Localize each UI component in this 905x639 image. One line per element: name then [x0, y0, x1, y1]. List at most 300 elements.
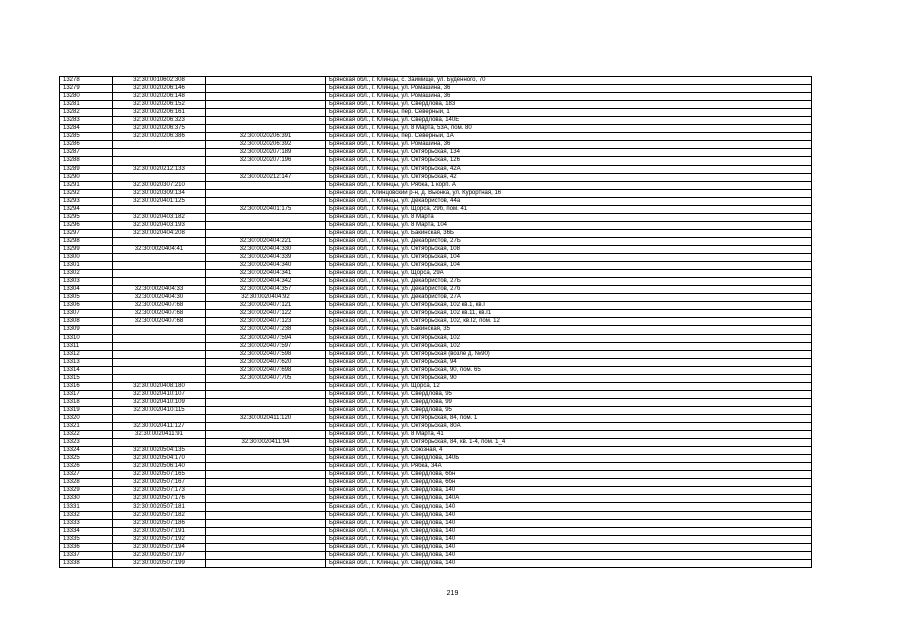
- related-cadastral-number-cell: 32:30:0020404:339: [206, 254, 326, 262]
- table-row: [60, 237, 812, 245]
- row-number-cell: 13279: [60, 85, 113, 93]
- row-number-cell: 13321: [60, 423, 113, 431]
- row-number-cell: 13285: [60, 133, 113, 141]
- address-cell: Брянская обл., г. Клинцы, ул. Октябрьская (возле д. №90): [326, 350, 812, 358]
- row-number-cell: 13326: [60, 463, 113, 471]
- table-row: [60, 109, 812, 117]
- cadastral-number-cell: [113, 366, 206, 374]
- address-cell: Брянская обл., г. Клинцы, ул. Свердлова, 140: [326, 543, 812, 551]
- address-cell: Брянская обл., г. Клинцы, ул. Щорса, 29А: [326, 270, 812, 278]
- table-row: [60, 254, 812, 262]
- cadastral-number-cell: 32:30:0020504:170: [113, 455, 206, 463]
- row-number-cell: 13286: [60, 141, 113, 149]
- related-cadastral-number-cell: 32:30:0020407:620: [206, 358, 326, 366]
- cadastral-number-cell: [113, 358, 206, 366]
- row-number-cell: 13306: [60, 302, 113, 310]
- related-cadastral-number-cell: [206, 527, 326, 535]
- address-cell: Брянская обл., г. Клинцы, ул. Октябрьская, 42А: [326, 165, 812, 173]
- related-cadastral-number-cell: [206, 543, 326, 551]
- cadastral-number-cell: 32:30:0020404:41: [113, 245, 206, 253]
- address-cell: Брянская обл., г. Клинцы, ул. Свердлова, 183: [326, 101, 812, 109]
- cadastral-number-cell: 32:30:0020206:386: [113, 133, 206, 141]
- row-number-cell: 13304: [60, 286, 113, 294]
- row-number-cell: 13329: [60, 487, 113, 495]
- row-number-cell: 13292: [60, 189, 113, 197]
- table-row: [60, 366, 812, 374]
- address-cell: Брянская обл., г. Клинцы, пер. Северный, 1А: [326, 133, 812, 141]
- table-row: [60, 117, 812, 125]
- row-number-cell: 13278: [60, 77, 113, 85]
- cadastral-number-cell: 32:30:0020403:193: [113, 221, 206, 229]
- table-row: [60, 189, 812, 197]
- row-number-cell: 13325: [60, 455, 113, 463]
- row-number-cell: 13302: [60, 270, 113, 278]
- table-row: [60, 221, 812, 229]
- table-row: [60, 495, 812, 503]
- cadastral-number-cell: [113, 173, 206, 181]
- address-cell: Брянская обл., г. Клинцы, ул. Свердлова, 95: [326, 406, 812, 414]
- cadastral-number-cell: [113, 326, 206, 334]
- row-number-cell: 13296: [60, 221, 113, 229]
- address-cell: Брянская обл., г. Клинцы, ул. Октябрьская, 84, кв. 1-4, пом. 1_4: [326, 439, 812, 447]
- cadastral-number-cell: [113, 414, 206, 422]
- row-number-cell: 13309: [60, 326, 113, 334]
- address-cell: Брянская обл., г. Клинцы, ул. Свердлова, 6бн: [326, 479, 812, 487]
- related-cadastral-number-cell: 32:30:0020404:341: [206, 270, 326, 278]
- table-row: [60, 149, 812, 157]
- related-cadastral-number-cell: 32:30:0020401:175: [206, 205, 326, 213]
- cadastral-number-cell: [113, 149, 206, 157]
- table-row: [60, 487, 812, 495]
- address-cell: Брянская обл., г. Клинцы, ул. 8 Марта, 41: [326, 431, 812, 439]
- related-cadastral-number-cell: 32:30:0020404:92: [206, 294, 326, 302]
- related-cadastral-number-cell: 32:30:0020407:598: [206, 350, 326, 358]
- table-row: [60, 77, 812, 85]
- table-row: [60, 294, 812, 302]
- table-row: [60, 318, 812, 326]
- cadastral-number-cell: 32:30:0020410:115: [113, 406, 206, 414]
- related-cadastral-number-cell: [206, 447, 326, 455]
- cadastral-number-cell: 32:30:0020410:109: [113, 398, 206, 406]
- row-number-cell: 13298: [60, 237, 113, 245]
- cadastral-number-cell: 32:30:0020507:165: [113, 471, 206, 479]
- address-cell: Брянская обл., г. Клинцы, ул. Свердлова, 140: [326, 559, 812, 567]
- cadastral-number-cell: 32:30:0020206:148: [113, 93, 206, 101]
- related-cadastral-number-cell: [206, 229, 326, 237]
- related-cadastral-number-cell: 32:30:0020407:705: [206, 374, 326, 382]
- table-row: [60, 197, 812, 205]
- related-cadastral-number-cell: [206, 511, 326, 519]
- related-cadastral-number-cell: 32:30:0020407:238: [206, 326, 326, 334]
- cadastral-number-cell: 32:30:0020507:186: [113, 519, 206, 527]
- row-number-cell: 13323: [60, 439, 113, 447]
- row-number-cell: 13322: [60, 431, 113, 439]
- table-row: [60, 270, 812, 278]
- table-row: [60, 455, 812, 463]
- cadastral-number-cell: 32:30:0020506:140: [113, 463, 206, 471]
- address-cell: Брянская обл., г. Клинцы, ул. Октябрьская, 80А: [326, 423, 812, 431]
- table-row: [60, 439, 812, 447]
- related-cadastral-number-cell: [206, 503, 326, 511]
- address-cell: Брянская обл., г. Клинцы, ул. Свердлова, 95: [326, 390, 812, 398]
- table-row: [60, 213, 812, 221]
- table-row: [60, 245, 812, 253]
- address-cell: Брянская обл., г. Клинцы, ул. Октябрьская, 108: [326, 245, 812, 253]
- cadastral-number-cell: 32:30:0020507:167: [113, 479, 206, 487]
- row-number-cell: 13318: [60, 398, 113, 406]
- address-cell: Брянская обл., г. Клинцы, ул. Рябка, 1 корп. А: [326, 181, 812, 189]
- related-cadastral-number-cell: [206, 479, 326, 487]
- related-cadastral-number-cell: [206, 519, 326, 527]
- table-row: [60, 310, 812, 318]
- row-number-cell: 13303: [60, 278, 113, 286]
- table-row: [60, 519, 812, 527]
- related-cadastral-number-cell: [206, 93, 326, 101]
- cadastral-number-cell: [113, 342, 206, 350]
- cadastral-number-cell: [113, 278, 206, 286]
- row-number-cell: 13327: [60, 471, 113, 479]
- related-cadastral-number-cell: [206, 406, 326, 414]
- row-number-cell: 13293: [60, 197, 113, 205]
- row-number-cell: 13333: [60, 519, 113, 527]
- row-number-cell: 13294: [60, 205, 113, 213]
- table-row: [60, 125, 812, 133]
- address-cell: Брянская обл., г. Клинцы, ул. Октябрьская, 90: [326, 374, 812, 382]
- table-row: [60, 181, 812, 189]
- related-cadastral-number-cell: [206, 165, 326, 173]
- address-cell: Брянская обл., г. Клинцы, ул. Свердлова, 140: [326, 487, 812, 495]
- row-number-cell: 13319: [60, 406, 113, 414]
- table-row: [60, 205, 812, 213]
- row-number-cell: 13288: [60, 157, 113, 165]
- table-row: [60, 535, 812, 543]
- row-number-cell: 13320: [60, 414, 113, 422]
- related-cadastral-number-cell: 32:30:0020407:123: [206, 318, 326, 326]
- address-cell: Брянская обл., г. Клинцы, ул. Щорса, 12: [326, 382, 812, 390]
- row-number-cell: 13299: [60, 245, 113, 253]
- related-cadastral-number-cell: [206, 117, 326, 125]
- related-cadastral-number-cell: [206, 125, 326, 133]
- address-cell: Брянская обл., г. Клинцы, ул. Октябрьская, 102: [326, 334, 812, 342]
- table-row: [60, 350, 812, 358]
- table-row: [60, 101, 812, 109]
- related-cadastral-number-cell: [206, 471, 326, 479]
- related-cadastral-number-cell: 32:30:0020407:597: [206, 342, 326, 350]
- address-cell: Брянская обл., г. Клинцы, ул. Ромашина, 36: [326, 141, 812, 149]
- row-number-cell: 13310: [60, 334, 113, 342]
- related-cadastral-number-cell: [206, 423, 326, 431]
- row-number-cell: 13315: [60, 374, 113, 382]
- row-number-cell: 13312: [60, 350, 113, 358]
- cadastral-number-cell: 32:30:0020401:125: [113, 197, 206, 205]
- related-cadastral-number-cell: 32:30:0020404:357: [206, 286, 326, 294]
- cadastral-number-cell: 32:30:0010602:308: [113, 77, 206, 85]
- address-cell: Брянская обл., г. Клинцы, ул. Декабристов, 27А: [326, 294, 812, 302]
- cadastral-number-cell: 32:30:0020507:173: [113, 487, 206, 495]
- cadastral-number-cell: 32:30:0020407:68: [113, 302, 206, 310]
- table-row: [60, 543, 812, 551]
- cadastral-number-cell: 32:30:0020507:182: [113, 511, 206, 519]
- cadastral-number-cell: 32:30:0020504:135: [113, 447, 206, 455]
- address-cell: Брянская обл., г. Клинцы, ул. Щорса, 29б, пом. 41: [326, 205, 812, 213]
- cadastral-number-cell: [113, 374, 206, 382]
- row-number-cell: 13334: [60, 527, 113, 535]
- cadastral-number-cell: 32:30:0020411:91: [113, 431, 206, 439]
- related-cadastral-number-cell: 32:30:0020404:340: [206, 262, 326, 270]
- table-row: [60, 133, 812, 141]
- related-cadastral-number-cell: [206, 463, 326, 471]
- cadastral-number-cell: 32:30:0020404:208: [113, 229, 206, 237]
- cadastral-number-cell: 32:30:0020408:180: [113, 382, 206, 390]
- table-row: [60, 165, 812, 173]
- address-cell: Брянская обл., г. Клинцы, ул. Ромашина, 36: [326, 85, 812, 93]
- related-cadastral-number-cell: 32:30:0020407:122: [206, 310, 326, 318]
- row-number-cell: 13297: [60, 229, 113, 237]
- address-cell: Брянская обл., г. Клинцы, ул. Свердлова, 140Б: [326, 455, 812, 463]
- row-number-cell: 13291: [60, 181, 113, 189]
- address-cell: Брянская обл., г. Клинцы, ул. 8 Марта: [326, 213, 812, 221]
- address-cell: Брянская обл., г. Клинцы, ул. Декабристов, 27б: [326, 286, 812, 294]
- table-row: [60, 286, 812, 294]
- cadastral-number-cell: [113, 141, 206, 149]
- cadastral-number-cell: 32:30:0020404:33: [113, 286, 206, 294]
- related-cadastral-number-cell: 32:30:0020407:594: [206, 334, 326, 342]
- related-cadastral-number-cell: [206, 390, 326, 398]
- related-cadastral-number-cell: 32:30:0020411:120: [206, 414, 326, 422]
- address-cell: Брянская обл., г. Клинцы, ул. Свердлова, 140: [326, 535, 812, 543]
- related-cadastral-number-cell: [206, 85, 326, 93]
- row-number-cell: 13317: [60, 390, 113, 398]
- row-number-cell: 13328: [60, 479, 113, 487]
- row-number-cell: 13313: [60, 358, 113, 366]
- related-cadastral-number-cell: 32:30:0020404:330: [206, 245, 326, 253]
- related-cadastral-number-cell: [206, 213, 326, 221]
- row-number-cell: 13311: [60, 342, 113, 350]
- table-row: [60, 551, 812, 559]
- row-number-cell: 13305: [60, 294, 113, 302]
- cadastral-number-cell: 32:30:0020507:176: [113, 495, 206, 503]
- related-cadastral-number-cell: [206, 181, 326, 189]
- row-number-cell: 13316: [60, 382, 113, 390]
- address-cell: Брянская обл., г. Клинцы, с. Займище, ул. Буденного, 70: [326, 77, 812, 85]
- related-cadastral-number-cell: 32:30:0020206:392: [206, 141, 326, 149]
- cadastral-number-cell: [113, 350, 206, 358]
- table-row: [60, 278, 812, 286]
- address-cell: Брянская обл., г. Клинцы, ул. Ромашина, 36: [326, 93, 812, 101]
- address-cell: Брянская обл., г. Клинцы, ул. Октябрьская, 104: [326, 262, 812, 270]
- table-row: [60, 358, 812, 366]
- cadastral-number-cell: [113, 157, 206, 165]
- cadastral-number-cell: 32:30:0020403:182: [113, 213, 206, 221]
- cadastral-number-cell: 32:30:0020407:68: [113, 318, 206, 326]
- cadastral-number-cell: [113, 270, 206, 278]
- address-cell: Брянская обл., г. Клинцы, ул. Свердлова, 140: [326, 519, 812, 527]
- address-cell: Брянская обл., г. Клинцы, ул. 8 Марта, 53А, пом. 80: [326, 125, 812, 133]
- cadastral-number-cell: [113, 254, 206, 262]
- row-number-cell: 13300: [60, 254, 113, 262]
- related-cadastral-number-cell: [206, 382, 326, 390]
- table-row: [60, 326, 812, 334]
- cadastral-number-cell: 32:30:0020309:134: [113, 189, 206, 197]
- cadastral-table: [59, 76, 812, 568]
- cadastral-number-cell: 32:30:0020507:191: [113, 527, 206, 535]
- row-number-cell: 13324: [60, 447, 113, 455]
- address-cell: Брянская обл., г. Клинцы, ул. Бакинская, 35: [326, 326, 812, 334]
- row-number-cell: 13284: [60, 125, 113, 133]
- row-number-cell: 13338: [60, 559, 113, 567]
- cadastral-number-cell: 32:30:0020411:127: [113, 423, 206, 431]
- row-number-cell: 13336: [60, 543, 113, 551]
- address-cell: Брянская обл., г. Клинцы, ул. Декабристов, 27Б: [326, 278, 812, 286]
- table-row: [60, 334, 812, 342]
- related-cadastral-number-cell: 32:30:0020207:189: [206, 149, 326, 157]
- row-number-cell: 13308: [60, 318, 113, 326]
- address-cell: Брянская обл., г. Клинцы, ул. Свердлова, 6бн: [326, 471, 812, 479]
- related-cadastral-number-cell: 32:30:0020206:391: [206, 133, 326, 141]
- row-number-cell: 13281: [60, 101, 113, 109]
- related-cadastral-number-cell: 32:30:0020404:221: [206, 237, 326, 245]
- address-cell: Брянская обл., г. Клинцы, ул. Свердлова, 140: [326, 551, 812, 559]
- related-cadastral-number-cell: [206, 535, 326, 543]
- table-row: [60, 390, 812, 398]
- address-cell: Брянская обл., г. Клинцы, ул. Октябрьская, 90, пом. 65: [326, 366, 812, 374]
- address-cell: Брянская обл., г. Клинцы, ул. Октябрьская, 126: [326, 157, 812, 165]
- cadastral-number-cell: [113, 439, 206, 447]
- row-number-cell: 13330: [60, 495, 113, 503]
- cadastral-number-cell: 32:30:0020206:161: [113, 109, 206, 117]
- cadastral-number-cell: [113, 262, 206, 270]
- table-row: [60, 414, 812, 422]
- page-number: 219: [446, 590, 459, 597]
- cadastral-number-cell: [113, 237, 206, 245]
- cadastral-number-cell: [113, 205, 206, 213]
- address-cell: Брянская обл., г. Клинцы, пер. Северный, 1: [326, 109, 812, 117]
- cadastral-number-cell: 32:30:0020507:181: [113, 503, 206, 511]
- address-cell: Брянская обл., г. Клинцы, ул. Октябрьская, 94: [326, 358, 812, 366]
- address-cell: Брянская обл., г. Клинцы, ул. Свердлова, 140Е: [326, 117, 812, 125]
- address-cell: Брянская обл., г. Клинцы, ул. Декабристов, 44а: [326, 197, 812, 205]
- related-cadastral-number-cell: 32:30:0020407:698: [206, 366, 326, 374]
- table-row: [60, 431, 812, 439]
- row-number-cell: 13332: [60, 511, 113, 519]
- related-cadastral-number-cell: [206, 101, 326, 109]
- related-cadastral-number-cell: [206, 551, 326, 559]
- address-cell: Брянская обл., г. Клинцы, ул. Свердлова, 99: [326, 398, 812, 406]
- related-cadastral-number-cell: [206, 189, 326, 197]
- row-number-cell: 13295: [60, 213, 113, 221]
- table-row: [60, 374, 812, 382]
- row-number-cell: 13314: [60, 366, 113, 374]
- cadastral-number-cell: 32:30:0020507:199: [113, 559, 206, 567]
- address-cell: Брянская обл., г. Клинцы, ул. Октябрьская, 102, кв.I2, пом. 12: [326, 318, 812, 326]
- row-number-cell: 13282: [60, 109, 113, 117]
- cadastral-number-cell: 32:30:0020507:197: [113, 551, 206, 559]
- address-cell: Брянская обл., г. Клинцы, ул. Октябрьская, 102: [326, 342, 812, 350]
- address-cell: Брянская обл., г. Клинцы, ул. Октябрьская, 104: [326, 254, 812, 262]
- table-row: [60, 157, 812, 165]
- related-cadastral-number-cell: [206, 455, 326, 463]
- table-body: [60, 77, 812, 568]
- cadastral-number-cell: [113, 334, 206, 342]
- table-row: [60, 262, 812, 270]
- table-row: [60, 406, 812, 414]
- cadastral-number-cell: 32:30:0020206:152: [113, 101, 206, 109]
- address-cell: Брянская обл., г. Клинцы, ул. Октябрьская, 42: [326, 173, 812, 181]
- address-cell: Брянская обл., г. Клинцы, ул. Октябрьская, 84, пом. 1: [326, 414, 812, 422]
- address-cell: Брянская обл., г. Клинцы, ул. Свердлова, 140: [326, 511, 812, 519]
- related-cadastral-number-cell: [206, 109, 326, 117]
- address-cell: Брянская обл., г. Клинцы, ул. Октябрьская, 102 кв.1, кв.I: [326, 302, 812, 310]
- related-cadastral-number-cell: [206, 487, 326, 495]
- related-cadastral-number-cell: 32:30:0020207:196: [206, 157, 326, 165]
- table-row: [60, 423, 812, 431]
- table-row: [60, 398, 812, 406]
- address-cell: Брянская обл., Клинцовский р-н, д. Вьюнка, ул. Курортная, 16: [326, 189, 812, 197]
- row-number-cell: 13289: [60, 165, 113, 173]
- related-cadastral-number-cell: 32:30:0020404:342: [206, 278, 326, 286]
- table-row: [60, 471, 812, 479]
- table-row: [60, 503, 812, 511]
- cadastral-number-cell: 32:30:0020206:323: [113, 117, 206, 125]
- address-cell: Брянская обл., г. Клинцы, ул. Октябрьская, 134: [326, 149, 812, 157]
- address-cell: Брянская обл., г. Клинцы, ул. Союзная, 4: [326, 447, 812, 455]
- table-row: [60, 382, 812, 390]
- related-cadastral-number-cell: 32:30:0020407:121: [206, 302, 326, 310]
- row-number-cell: 13280: [60, 93, 113, 101]
- table-row: [60, 93, 812, 101]
- cadastral-number-cell: 32:30:0020212:133: [113, 165, 206, 173]
- related-cadastral-number-cell: [206, 77, 326, 85]
- table-row: [60, 302, 812, 310]
- related-cadastral-number-cell: [206, 398, 326, 406]
- table-row: [60, 447, 812, 455]
- address-cell: Брянская обл., г. Клинцы, ул. Свердлова, 140А: [326, 495, 812, 503]
- row-number-cell: 13301: [60, 262, 113, 270]
- cadastral-number-cell: 32:30:0020507:194: [113, 543, 206, 551]
- table-row: [60, 559, 812, 567]
- row-number-cell: 13283: [60, 117, 113, 125]
- cadastral-number-cell: 32:30:0020507:192: [113, 535, 206, 543]
- address-cell: Брянская обл., г. Клинцы, ул. Декабристов, 27Б: [326, 237, 812, 245]
- address-cell: Брянская обл., г. Клинцы, ул. Бакинская, 36Б: [326, 229, 812, 237]
- row-number-cell: 13335: [60, 535, 113, 543]
- table-row: [60, 479, 812, 487]
- related-cadastral-number-cell: [206, 197, 326, 205]
- row-number-cell: 13337: [60, 551, 113, 559]
- cadastral-number-cell: 32:30:0020206:375: [113, 125, 206, 133]
- address-cell: Брянская обл., г. Клинцы, ул. Свердлова, 140: [326, 527, 812, 535]
- table-row: [60, 141, 812, 149]
- cadastral-number-cell: 32:30:0020410:107: [113, 390, 206, 398]
- address-cell: Брянская обл., г. Клинцы, ул. Октябрьская, 102 кв.11, кв.I1: [326, 310, 812, 318]
- row-number-cell: 13290: [60, 173, 113, 181]
- table-row: [60, 342, 812, 350]
- related-cadastral-number-cell: [206, 431, 326, 439]
- table-row: [60, 511, 812, 519]
- address-cell: Брянская обл., г. Клинцы, ул. Свердлова, 140: [326, 503, 812, 511]
- related-cadastral-number-cell: 32:30:0020411:94: [206, 439, 326, 447]
- cadastral-number-cell: 32:30:0020404:30: [113, 294, 206, 302]
- table-row: [60, 229, 812, 237]
- row-number-cell: 13287: [60, 149, 113, 157]
- address-cell: Брянская обл., г. Клинцы, ул. Рябка, 34А: [326, 463, 812, 471]
- table-row: [60, 85, 812, 93]
- related-cadastral-number-cell: [206, 559, 326, 567]
- related-cadastral-number-cell: [206, 495, 326, 503]
- cadastral-number-cell: 32:30:0020307:210: [113, 181, 206, 189]
- cadastral-number-cell: 32:30:0020206:146: [113, 85, 206, 93]
- cadastral-number-cell: 32:30:0020407:68: [113, 310, 206, 318]
